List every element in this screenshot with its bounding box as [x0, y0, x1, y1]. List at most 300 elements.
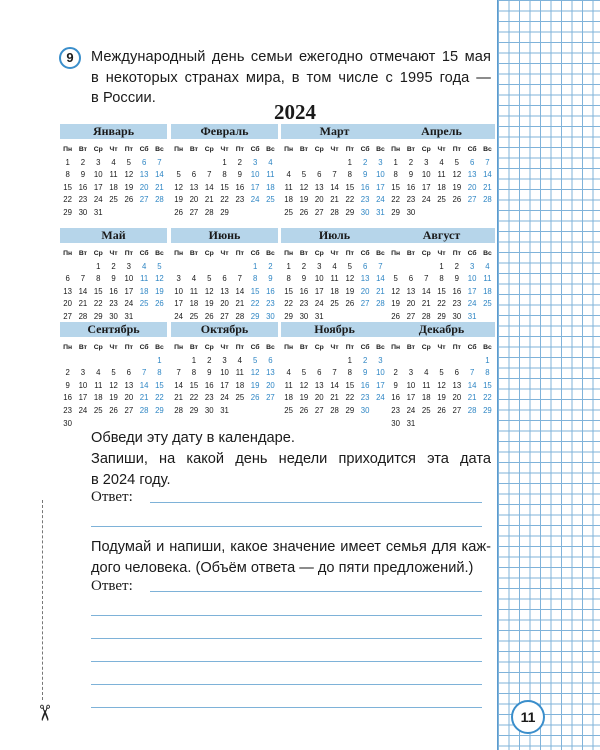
calendar-day[interactable]: 18: [330, 286, 339, 296]
calendar-day[interactable]: 9: [408, 170, 414, 180]
calendar-day[interactable]: 20: [189, 195, 199, 205]
calendar-day[interactable]: 23: [406, 195, 416, 205]
calendar-day[interactable]: 16: [266, 286, 275, 296]
calendar-day[interactable]: 21: [330, 393, 339, 403]
calendar-day[interactable]: 19: [250, 380, 260, 390]
calendar-day[interactable]: 14: [483, 170, 492, 180]
calendar-day[interactable]: 9: [237, 170, 242, 180]
calendar-day[interactable]: 6: [362, 261, 368, 271]
calendar-day[interactable]: 1: [191, 355, 197, 365]
calendar-day[interactable]: 31: [314, 311, 324, 321]
calendar-day[interactable]: 23: [360, 195, 370, 205]
calendar-day[interactable]: 24: [250, 195, 260, 205]
calendar-day[interactable]: 18: [483, 286, 492, 296]
calendar-day[interactable]: 5: [347, 261, 352, 271]
calendar-day[interactable]: 3: [176, 274, 181, 284]
calendar-day[interactable]: 15: [345, 380, 355, 390]
calendar-day[interactable]: 31: [220, 405, 229, 415]
calendar-day[interactable]: 17: [78, 393, 88, 403]
calendar-day[interactable]: 27: [124, 405, 134, 415]
calendar-day[interactable]: 30: [299, 311, 309, 321]
calendar-day[interactable]: 16: [360, 182, 370, 192]
calendar-day[interactable]: 22: [391, 195, 400, 205]
calendar-day[interactable]: 17: [376, 182, 385, 192]
calendar-day[interactable]: 23: [63, 405, 72, 415]
calendar-day[interactable]: 4: [268, 157, 273, 167]
calendar-day[interactable]: 20: [406, 299, 416, 309]
calendar-day[interactable]: 7: [332, 170, 337, 180]
calendar-day[interactable]: 12: [391, 286, 400, 296]
calendar-day[interactable]: 18: [109, 182, 118, 192]
calendar-day[interactable]: 24: [376, 195, 385, 205]
calendar-day[interactable]: 5: [301, 170, 307, 180]
calendar-day[interactable]: 24: [314, 299, 324, 309]
calendar-day[interactable]: 10: [314, 274, 324, 284]
calendar-day[interactable]: 5: [207, 274, 212, 284]
calendar-day[interactable]: 18: [139, 286, 149, 296]
calendar-day[interactable]: 19: [124, 182, 134, 192]
answer-line[interactable]: [91, 638, 482, 639]
calendar-day[interactable]: 29: [250, 311, 260, 321]
calendar-day[interactable]: 15: [437, 286, 446, 296]
calendar-day[interactable]: 6: [65, 274, 70, 284]
calendar-day[interactable]: 17: [314, 286, 324, 296]
calendar-day[interactable]: 7: [237, 274, 242, 284]
calendar-day[interactable]: 29: [437, 311, 446, 321]
calendar-day[interactable]: 27: [314, 207, 324, 217]
calendar-day[interactable]: 5: [126, 157, 131, 167]
calendar-day[interactable]: 19: [155, 286, 164, 296]
calendar-day[interactable]: 7: [378, 261, 383, 271]
calendar-day[interactable]: 22: [93, 299, 103, 309]
calendar-day[interactable]: 3: [80, 368, 86, 378]
calendar-day[interactable]: 3: [126, 261, 131, 271]
calendar-day[interactable]: 10: [376, 170, 385, 180]
calendar-day[interactable]: 12: [124, 170, 134, 180]
calendar-day[interactable]: 12: [155, 274, 164, 284]
calendar-day[interactable]: 28: [467, 405, 477, 415]
calendar-day[interactable]: 5: [393, 274, 398, 284]
calendar-day[interactable]: 5: [454, 157, 459, 167]
calendar-day[interactable]: 3: [424, 157, 429, 167]
calendar-day[interactable]: 28: [78, 311, 88, 321]
calendar-day[interactable]: 2: [237, 157, 242, 167]
calendar-day[interactable]: 14: [204, 182, 214, 192]
calendar-day[interactable]: 30: [406, 207, 416, 217]
calendar-day[interactable]: 17: [467, 286, 477, 296]
calendar-day[interactable]: 3: [317, 261, 322, 271]
calendar-day[interactable]: 17: [124, 286, 134, 296]
calendar-day[interactable]: 2: [207, 355, 212, 365]
calendar-day[interactable]: 8: [65, 170, 70, 180]
calendar-day[interactable]: 22: [345, 195, 355, 205]
calendar-day[interactable]: 11: [235, 368, 244, 378]
calendar-day[interactable]: 1: [439, 261, 444, 271]
calendar-day[interactable]: 1: [393, 157, 398, 167]
calendar-day[interactable]: 2: [65, 368, 70, 378]
calendar-day[interactable]: 29: [483, 405, 492, 415]
calendar-day[interactable]: 6: [141, 157, 147, 167]
calendar-day[interactable]: 27: [314, 405, 324, 415]
calendar-day[interactable]: 29: [391, 207, 400, 217]
calendar-day[interactable]: 4: [237, 355, 242, 365]
calendar-day[interactable]: 17: [250, 182, 260, 192]
calendar-day[interactable]: 6: [268, 355, 273, 365]
calendar-day[interactable]: 11: [109, 170, 118, 180]
calendar-day[interactable]: 7: [176, 368, 181, 378]
calendar-day[interactable]: 13: [314, 182, 324, 192]
calendar-day[interactable]: 16: [360, 380, 370, 390]
calendar-day[interactable]: 11: [483, 274, 492, 284]
calendar-day[interactable]: 25: [284, 405, 293, 415]
calendar-day[interactable]: 1: [157, 355, 162, 365]
calendar-day[interactable]: 18: [93, 393, 103, 403]
calendar-day[interactable]: 17: [376, 380, 385, 390]
calendar-day[interactable]: 12: [109, 380, 118, 390]
calendar-day[interactable]: 11: [284, 182, 293, 192]
calendar-day[interactable]: 18: [421, 393, 431, 403]
calendar-day[interactable]: 3: [469, 261, 475, 271]
calendar-day[interactable]: 10: [376, 368, 385, 378]
calendar-day[interactable]: 15: [345, 182, 355, 192]
calendar-day[interactable]: 17: [406, 393, 416, 403]
calendar-day[interactable]: 19: [345, 286, 355, 296]
calendar-day[interactable]: 18: [437, 182, 446, 192]
calendar-day[interactable]: 14: [421, 286, 431, 296]
calendar-day[interactable]: 7: [485, 157, 490, 167]
calendar-day[interactable]: 10: [93, 170, 103, 180]
calendar-day[interactable]: 29: [345, 405, 355, 415]
calendar-day[interactable]: 11: [140, 274, 149, 284]
calendar-day[interactable]: 25: [330, 299, 339, 309]
calendar-day[interactable]: 1: [96, 261, 101, 271]
calendar-day[interactable]: 7: [80, 274, 86, 284]
calendar-day[interactable]: 30: [109, 311, 118, 321]
calendar-day[interactable]: 1: [286, 261, 291, 271]
calendar-day[interactable]: 15: [284, 286, 293, 296]
calendar-day[interactable]: 25: [437, 195, 446, 205]
calendar-day[interactable]: 28: [330, 207, 339, 217]
calendar-day[interactable]: 31: [124, 311, 134, 321]
calendar-day[interactable]: 24: [421, 195, 431, 205]
calendar-day[interactable]: 11: [330, 274, 339, 284]
calendar-day[interactable]: 29: [220, 207, 229, 217]
calendar-day[interactable]: 8: [157, 368, 162, 378]
calendar-day[interactable]: 20: [266, 380, 275, 390]
calendar-day[interactable]: 29: [155, 405, 164, 415]
calendar-day[interactable]: 2: [80, 157, 86, 167]
calendar-day[interactable]: 9: [111, 274, 116, 284]
calendar-day[interactable]: 26: [155, 299, 164, 309]
calendar-day[interactable]: 23: [452, 299, 462, 309]
calendar-day[interactable]: 4: [485, 261, 490, 271]
calendar-day[interactable]: 10: [78, 380, 88, 390]
calendar-day[interactable]: 8: [393, 170, 398, 180]
calendar-day[interactable]: 3: [378, 355, 383, 365]
calendar-day[interactable]: 4: [286, 170, 291, 180]
calendar-day[interactable]: 12: [250, 368, 260, 378]
calendar-day[interactable]: 3: [378, 157, 383, 167]
calendar-day[interactable]: 23: [235, 195, 245, 205]
calendar-day[interactable]: 14: [139, 380, 149, 390]
calendar-day[interactable]: 1: [65, 157, 70, 167]
calendar-day[interactable]: 1: [222, 157, 227, 167]
calendar-day[interactable]: 22: [250, 299, 260, 309]
calendar-day[interactable]: 25: [483, 299, 492, 309]
calendar-day[interactable]: 4: [191, 274, 197, 284]
calendar-day[interactable]: 31: [376, 207, 385, 217]
calendar-day[interactable]: 27: [139, 195, 149, 205]
calendar-day[interactable]: 24: [78, 405, 88, 415]
calendar-day[interactable]: 27: [360, 299, 370, 309]
calendar-day[interactable]: 27: [220, 311, 229, 321]
calendar-day[interactable]: 13: [139, 170, 149, 180]
calendar-day[interactable]: 8: [222, 170, 227, 180]
calendar-day[interactable]: 20: [124, 393, 134, 403]
calendar-day[interactable]: 27: [406, 311, 416, 321]
answer-line[interactable]: [91, 526, 482, 527]
calendar-day[interactable]: 15: [155, 380, 164, 390]
calendar-day[interactable]: 5: [176, 170, 181, 180]
calendar-day[interactable]: 28: [139, 405, 149, 415]
calendar-day[interactable]: 6: [126, 368, 131, 378]
calendar-day[interactable]: 24: [467, 299, 477, 309]
calendar-day[interactable]: 9: [80, 170, 86, 180]
calendar-day[interactable]: 19: [204, 299, 214, 309]
calendar-day[interactable]: 13: [406, 286, 416, 296]
calendar-day[interactable]: 4: [439, 157, 444, 167]
calendar-day[interactable]: 26: [299, 405, 309, 415]
calendar-day[interactable]: 16: [78, 182, 88, 192]
calendar-day[interactable]: 28: [174, 405, 183, 415]
calendar-day[interactable]: 14: [235, 286, 245, 296]
calendar-day[interactable]: 21: [204, 195, 214, 205]
calendar-day[interactable]: 16: [63, 393, 72, 403]
calendar-day[interactable]: 9: [362, 170, 368, 180]
calendar-day[interactable]: 25: [421, 405, 431, 415]
calendar-day[interactable]: 2: [268, 261, 273, 271]
calendar-day[interactable]: 2: [393, 368, 398, 378]
calendar-day[interactable]: 6: [191, 170, 197, 180]
calendar-day[interactable]: 20: [467, 182, 477, 192]
calendar-day[interactable]: 15: [189, 380, 199, 390]
answer-line[interactable]: [91, 707, 482, 708]
calendar-day[interactable]: 2: [362, 157, 368, 167]
calendar-day[interactable]: 22: [345, 393, 355, 403]
calendar-day[interactable]: 31: [406, 418, 416, 428]
calendar-day[interactable]: 6: [408, 274, 414, 284]
calendar-day[interactable]: 22: [220, 195, 229, 205]
calendar-day[interactable]: 11: [422, 380, 431, 390]
calendar-day[interactable]: 27: [452, 405, 462, 415]
calendar-day[interactable]: 26: [109, 405, 118, 415]
calendar-day[interactable]: 6: [222, 274, 227, 284]
calendar-day[interactable]: 12: [299, 380, 309, 390]
calendar-day[interactable]: 4: [332, 261, 337, 271]
calendar-day[interactable]: 26: [204, 311, 214, 321]
calendar-day[interactable]: 2: [362, 355, 368, 365]
calendar-day[interactable]: 21: [235, 299, 245, 309]
calendar-day[interactable]: 4: [286, 368, 291, 378]
calendar-day[interactable]: 20: [220, 299, 229, 309]
calendar-day[interactable]: 28: [421, 311, 431, 321]
calendar-day[interactable]: 20: [314, 195, 324, 205]
calendar-day[interactable]: 13: [314, 380, 324, 390]
calendar-day[interactable]: 24: [124, 299, 134, 309]
calendar-day[interactable]: 11: [437, 170, 446, 180]
calendar-day[interactable]: 6: [317, 368, 322, 378]
calendar-day[interactable]: 30: [266, 311, 275, 321]
calendar-day[interactable]: 2: [454, 261, 459, 271]
calendar-day[interactable]: 29: [189, 405, 199, 415]
calendar-day[interactable]: 30: [452, 311, 462, 321]
calendar-day[interactable]: 5: [301, 368, 307, 378]
calendar-day[interactable]: 13: [63, 286, 72, 296]
calendar-day[interactable]: 24: [406, 405, 416, 415]
calendar-day[interactable]: 22: [437, 299, 446, 309]
calendar-day[interactable]: 10: [124, 274, 134, 284]
calendar-day[interactable]: 11: [94, 380, 103, 390]
calendar-day[interactable]: 30: [360, 207, 370, 217]
calendar-day[interactable]: 20: [360, 286, 370, 296]
calendar-day[interactable]: 26: [124, 195, 134, 205]
calendar-day[interactable]: 21: [78, 299, 88, 309]
calendar-day[interactable]: 13: [452, 380, 462, 390]
calendar-day[interactable]: 7: [157, 157, 162, 167]
calendar-day[interactable]: 30: [204, 405, 214, 415]
calendar-day[interactable]: 30: [63, 418, 72, 428]
calendar-day[interactable]: 18: [189, 299, 199, 309]
calendar-day[interactable]: 10: [220, 368, 229, 378]
calendar-day[interactable]: 12: [345, 274, 355, 284]
calendar-day[interactable]: 30: [360, 405, 370, 415]
calendar-day[interactable]: 22: [189, 393, 199, 403]
calendar-day[interactable]: 11: [189, 286, 198, 296]
calendar-day[interactable]: 23: [391, 405, 400, 415]
calendar-day[interactable]: 23: [204, 393, 214, 403]
calendar-day[interactable]: 25: [93, 405, 103, 415]
calendar-day[interactable]: 23: [299, 299, 309, 309]
calendar-day[interactable]: 14: [330, 182, 339, 192]
calendar-day[interactable]: 25: [284, 207, 293, 217]
calendar-day[interactable]: 24: [174, 311, 183, 321]
calendar-day[interactable]: 26: [250, 393, 260, 403]
calendar-day[interactable]: 14: [174, 380, 183, 390]
calendar-day[interactable]: 8: [286, 274, 291, 284]
calendar-day[interactable]: 26: [452, 195, 462, 205]
calendar-day[interactable]: 10: [421, 170, 431, 180]
calendar-day[interactable]: 1: [347, 157, 352, 167]
calendar-day[interactable]: 16: [391, 393, 400, 403]
calendar-day[interactable]: 17: [220, 380, 229, 390]
calendar-day[interactable]: 14: [330, 380, 339, 390]
calendar-day[interactable]: 12: [437, 380, 446, 390]
calendar-day[interactable]: 12: [174, 182, 183, 192]
calendar-day[interactable]: 28: [204, 207, 214, 217]
calendar-day[interactable]: 10: [174, 286, 183, 296]
calendar-day[interactable]: 6: [469, 157, 475, 167]
calendar-day[interactable]: 2: [408, 157, 414, 167]
calendar-day[interactable]: 5: [111, 368, 116, 378]
calendar-day[interactable]: 29: [284, 311, 293, 321]
calendar-day[interactable]: 12: [452, 170, 462, 180]
calendar-day[interactable]: 14: [376, 274, 385, 284]
calendar-day[interactable]: 8: [252, 274, 258, 284]
calendar-day[interactable]: 5: [439, 368, 444, 378]
calendar-day[interactable]: 11: [284, 380, 293, 390]
calendar-day[interactable]: 26: [299, 207, 309, 217]
calendar-day[interactable]: 24: [93, 195, 103, 205]
calendar-day[interactable]: 6: [317, 170, 322, 180]
calendar-day[interactable]: 4: [424, 368, 429, 378]
calendar-day[interactable]: 10: [467, 274, 477, 284]
calendar-day[interactable]: 31: [467, 311, 477, 321]
calendar-day[interactable]: 1: [252, 261, 258, 271]
calendar-day[interactable]: 27: [266, 393, 275, 403]
calendar-day[interactable]: 9: [393, 380, 398, 390]
calendar-day[interactable]: 22: [483, 393, 492, 403]
calendar-day[interactable]: 4: [141, 261, 147, 271]
calendar-day[interactable]: 21: [155, 182, 164, 192]
calendar-day[interactable]: 9: [65, 380, 70, 390]
calendar-day[interactable]: 26: [437, 405, 446, 415]
calendar-day[interactable]: 28: [155, 195, 164, 205]
calendar-day[interactable]: 18: [235, 380, 245, 390]
calendar-day[interactable]: 8: [96, 274, 101, 284]
calendar-day[interactable]: 21: [139, 393, 149, 403]
calendar-day[interactable]: 21: [174, 393, 183, 403]
calendar-day[interactable]: 20: [314, 393, 324, 403]
calendar-day[interactable]: 5: [252, 355, 258, 365]
calendar-day[interactable]: 30: [78, 207, 88, 217]
answer-line[interactable]: [150, 502, 482, 503]
calendar-day[interactable]: 24: [376, 393, 385, 403]
calendar-day[interactable]: 19: [299, 393, 309, 403]
answer-line[interactable]: [150, 591, 482, 592]
calendar-day[interactable]: 8: [347, 170, 352, 180]
calendar-day[interactable]: 13: [124, 380, 134, 390]
calendar-day[interactable]: 27: [189, 207, 199, 217]
calendar-day[interactable]: 19: [452, 182, 462, 192]
calendar-day[interactable]: 12: [299, 182, 309, 192]
calendar-day[interactable]: 16: [235, 182, 245, 192]
calendar-day[interactable]: 14: [467, 380, 477, 390]
calendar-day[interactable]: 15: [220, 182, 229, 192]
calendar-day[interactable]: 25: [266, 195, 275, 205]
calendar-day[interactable]: 21: [376, 286, 385, 296]
calendar-day[interactable]: 13: [220, 286, 229, 296]
calendar-day[interactable]: 7: [141, 368, 147, 378]
calendar-day[interactable]: 13: [467, 170, 477, 180]
calendar-day[interactable]: 16: [299, 286, 309, 296]
calendar-day[interactable]: 17: [93, 182, 103, 192]
calendar-day[interactable]: 17: [421, 182, 431, 192]
calendar-day[interactable]: 17: [174, 299, 183, 309]
calendar-day[interactable]: 24: [220, 393, 229, 403]
calendar-day[interactable]: 22: [155, 393, 164, 403]
calendar-day[interactable]: 7: [207, 170, 212, 180]
calendar-day[interactable]: 16: [452, 286, 462, 296]
calendar-day[interactable]: 8: [347, 368, 352, 378]
calendar-day[interactable]: 19: [437, 393, 446, 403]
calendar-day[interactable]: 11: [266, 170, 275, 180]
calendar-day[interactable]: 18: [266, 182, 275, 192]
calendar-day[interactable]: 20: [452, 393, 462, 403]
calendar-day[interactable]: 15: [93, 286, 103, 296]
calendar-day[interactable]: 14: [78, 286, 88, 296]
calendar-day[interactable]: 28: [235, 311, 245, 321]
calendar-day[interactable]: 18: [284, 393, 293, 403]
